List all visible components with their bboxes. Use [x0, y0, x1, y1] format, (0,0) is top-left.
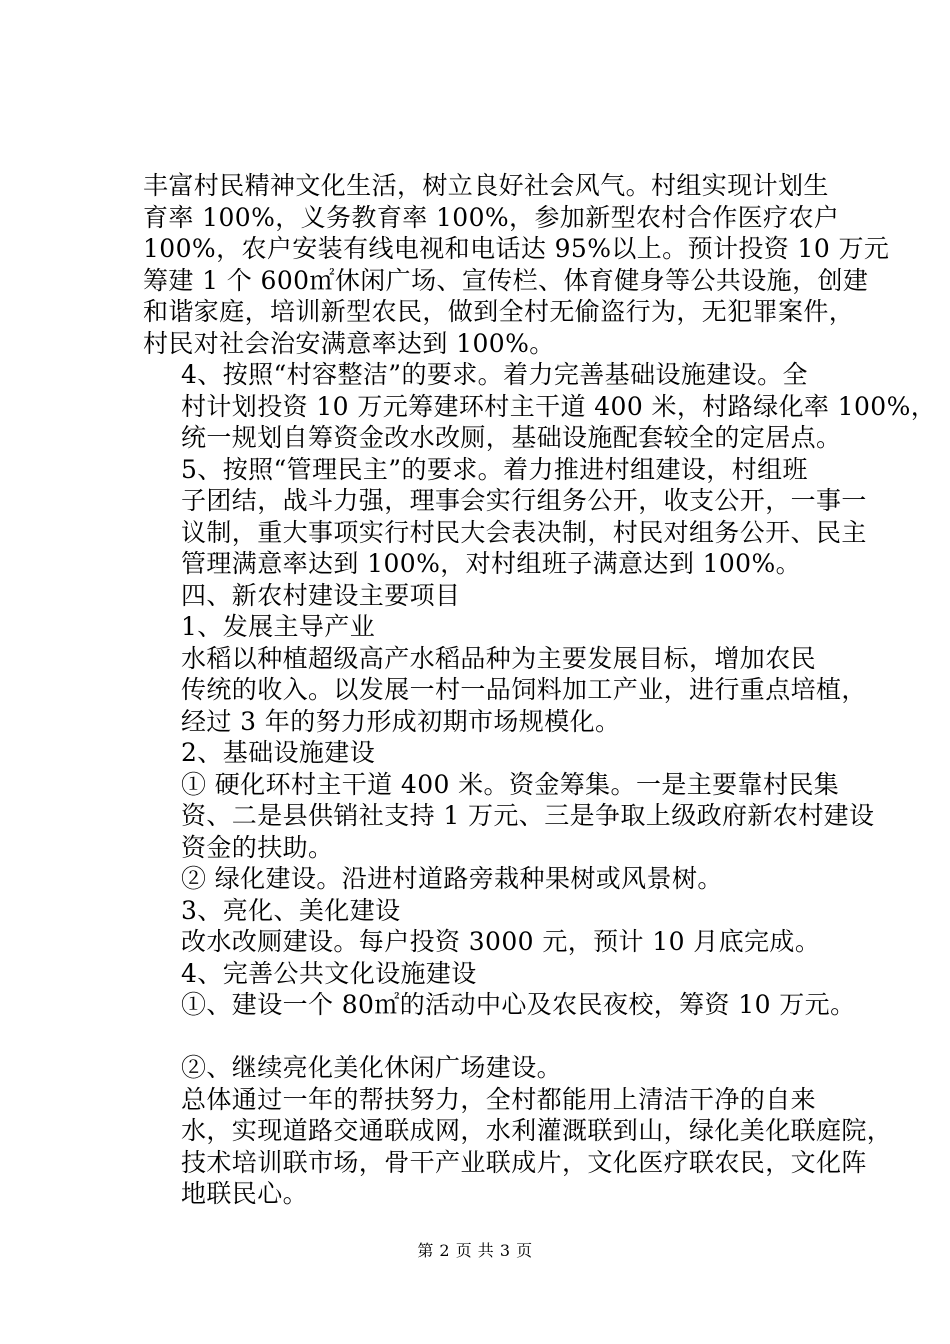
text-line: 四、新农村建设主要项目 [181, 580, 461, 610]
text-line: 改水改厕建设。每户投资 3000 元，预计 10 月底完成。 [181, 927, 821, 956]
text-line: 水，实现道路交通联成网，水利灌溉联到山，绿化美化联庭院， [181, 1116, 893, 1145]
text-line: ②、继续亮化美化休闲广场建设。 [181, 1053, 563, 1082]
text-line: 资、二是县供销社支持 1 万元、三是争取上级政府新农村建设 [181, 801, 875, 830]
page-footer: 第 2 页 共 3 页 [417, 1241, 533, 1260]
text-line: 议制，重大事项实行村民大会表决制，村民对组务公开、民主 [181, 517, 867, 547]
text-line: ①、建设一个 80㎡的活动中心及农民夜校，筹资 10 万元。 [181, 990, 856, 1019]
text-line: 传统的收入。以发展一村一品饲料加工产业，进行重点培植， [181, 675, 867, 704]
text-line: 100%，农户安装有线电视和电话达 95%以上。预计投资 10 万元 [143, 234, 890, 263]
text-line: ② 绿化建设。沿进村道路旁栽种果树或风景树。 [181, 864, 723, 893]
text-line: 和谐家庭，培训新型农民，做到全村无偷盗行为，无犯罪案件， [143, 297, 855, 326]
paragraph-village-clean [143, 359, 937, 454]
text-line: 子团结，战斗力强，理事会实行组务公开，收支公开，一事一 [181, 486, 867, 515]
paragraph-heading-projects [143, 580, 843, 612]
paragraph-item-3 [143, 895, 843, 927]
document-body [143, 170, 937, 1210]
text-line: 水稻以种植超级高产水稻品种为主要发展目标，增加农民 [181, 643, 817, 673]
text-line: 4、按照“村容整洁”的要求。着力完善基础设施建设。全 [181, 360, 808, 389]
paragraph-activity-center [143, 989, 856, 1021]
text-line: 经过 3 年的努力形成初期市场规模化。 [181, 706, 621, 736]
text-line: 资金的扶助。 [181, 832, 334, 862]
text-line: 4、完善公共文化设施建设 [181, 958, 477, 988]
paragraph-item-1 [143, 611, 843, 643]
text-line: 5、按照“管理民主”的要求。着力推进村组建设，村组班 [181, 454, 808, 484]
paragraph-item-2 [143, 737, 843, 769]
text-line: 技术培训联市场，骨干产业联成片，文化医疗联农民，文化阵 [181, 1147, 867, 1177]
text-line: ① 硬化环村主干道 400 米。资金筹集。一是主要靠村民集 [181, 769, 840, 799]
text-line: 1、发展主导产业 [181, 612, 376, 641]
paragraph-square [143, 1052, 843, 1084]
paragraph-summary [143, 1084, 893, 1210]
paragraph-greening [143, 863, 843, 895]
paragraph-culture [143, 170, 890, 359]
text-line: 总体通过一年的帮扶努力，全村都能用上清洁干净的自来 [181, 1084, 817, 1114]
text-line: 村民对社会治安满意率达到 100%。 [143, 328, 555, 358]
text-line: 丰富村民精神文化生活，树立良好社会风气。村组实现计划生 [143, 171, 829, 200]
text-line: 地联民心。 [181, 1179, 309, 1208]
paragraph-item-4 [143, 958, 843, 990]
text-line: 统一规划自筹资金改水改厕，基础设施配套较全的定居点。 [181, 423, 842, 452]
paragraph-rice [143, 643, 867, 738]
text-line: 村计划投资 10 万元筹建环村主干道 400 米，村路绿化率 100%， [181, 391, 937, 421]
paragraph-democracy [143, 454, 867, 580]
text-line: 筹建 1 个 600㎡休闲广场、宣传栏、体育健身等公共设施，创建 [143, 265, 869, 295]
text-line: 2、基础设施建设 [181, 738, 376, 767]
text-line: 3、亮化、美化建设 [181, 895, 401, 925]
paragraph-road [143, 769, 875, 864]
paragraph-water [143, 926, 843, 958]
text-line: 育率 100%，义务教育率 100%，参加新型农村合作医疗农户 [143, 202, 840, 232]
text-line: 管理满意率达到 100%，对村组班子满意达到 100%。 [181, 549, 802, 578]
